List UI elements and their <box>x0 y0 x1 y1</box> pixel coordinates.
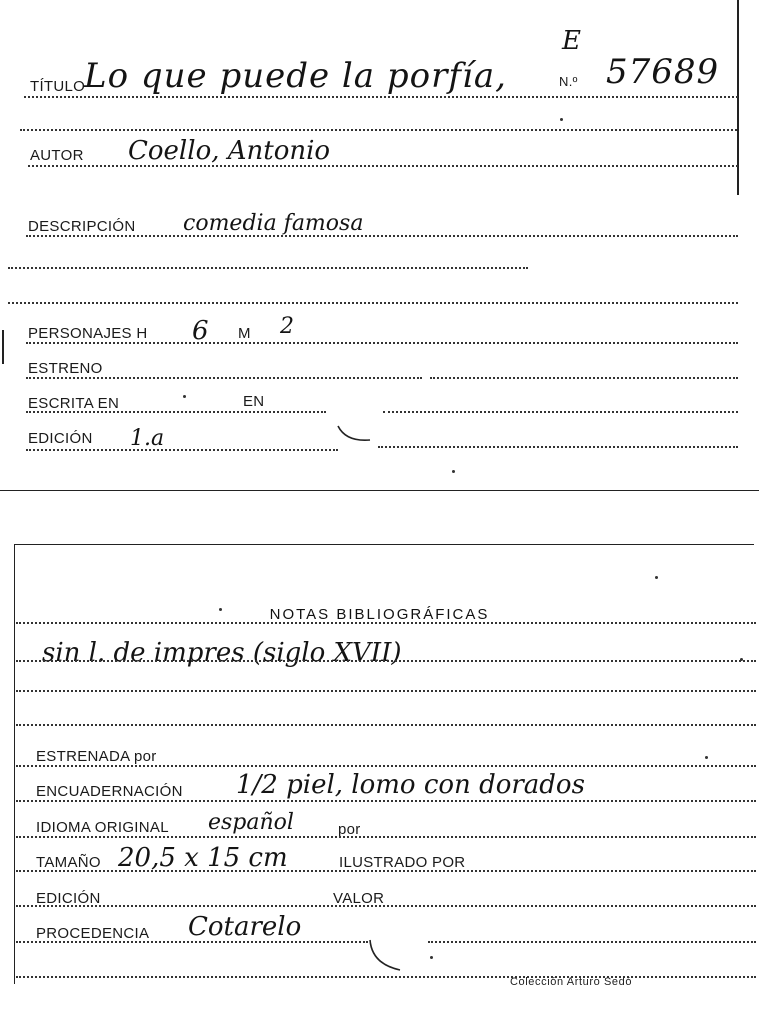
edicion-value: 1.a <box>130 426 165 451</box>
catalog-card-front <box>0 0 759 492</box>
card-left-mark <box>2 330 4 364</box>
edicion-label: EDICIÓN <box>28 430 93 447</box>
titulo-line-2 <box>20 129 737 131</box>
numero-label: N.º <box>559 74 578 89</box>
notas-line-2 <box>16 660 756 662</box>
card-top-border <box>14 544 754 545</box>
edicion-back-line <box>16 905 756 907</box>
card-separator <box>0 490 759 491</box>
tamano-line <box>16 870 756 872</box>
idioma-value: español <box>208 810 294 835</box>
notas-line-3 <box>16 690 756 692</box>
catalog-letter: E <box>562 26 581 56</box>
tamano-value: 20,5 x 15 cm <box>118 843 288 873</box>
edicion-line <box>26 449 338 451</box>
procedencia-line-right <box>428 941 756 943</box>
autor-value: Coello, Antonio <box>128 136 331 166</box>
ink-speck <box>183 395 186 398</box>
procedencia-line <box>16 941 368 943</box>
personajes-line <box>26 342 738 344</box>
collection-credit: Colección Arturo Sedó <box>510 976 633 988</box>
procedencia-label: PROCEDENCIA <box>36 925 150 942</box>
catalog-card-back <box>0 540 759 1028</box>
blank-line-1 <box>8 302 738 304</box>
personajes-h-value: 6 <box>192 316 209 346</box>
edicion-line-right <box>378 446 738 448</box>
notas-line <box>16 622 756 624</box>
escrita-line <box>26 411 326 413</box>
descripcion-value: comedia famosa <box>183 211 364 236</box>
escrita-en-label: ESCRITA EN <box>28 395 120 412</box>
pen-stroke-mark <box>366 938 406 974</box>
ink-speck <box>560 118 563 121</box>
ink-speck <box>740 658 743 661</box>
estreno-label: ESTRENO <box>28 360 103 377</box>
notas-title: NOTAS BIBLIOGRÁFICAS <box>269 606 490 623</box>
tamano-label: TAMAÑO <box>36 854 101 871</box>
idioma-por-label: por <box>338 821 361 838</box>
descripcion-line <box>26 235 738 237</box>
ink-speck <box>430 956 433 959</box>
numero-value: 57689 <box>606 52 720 92</box>
estreno-line-right <box>430 377 738 379</box>
escrita-line-right <box>383 411 738 413</box>
notas-value: sin l. de impres (siglo XVII) <box>42 638 402 668</box>
pen-stroke-mark <box>336 424 376 446</box>
estrenada-line <box>16 765 756 767</box>
descripcion-label: DESCRIPCIÓN <box>28 218 136 235</box>
estreno-line <box>26 377 422 379</box>
titulo-value: Lo que puede la porfía, <box>84 56 507 96</box>
titulo-label: TÍTULO <box>30 78 86 95</box>
valor-label: VALOR <box>333 890 385 907</box>
procedencia-value: Cotarelo <box>188 912 302 942</box>
en-label: EN <box>243 393 265 410</box>
ink-speck <box>705 756 708 759</box>
idioma-label: IDIOMA ORIGINAL <box>36 819 169 836</box>
personajes-m-value: 2 <box>280 314 294 339</box>
titulo-line <box>24 96 738 98</box>
personajes-label: PERSONAJES H <box>28 325 148 342</box>
ink-speck <box>219 608 222 611</box>
ilustrado-label: ILUSTRADO POR <box>339 854 466 871</box>
idioma-line <box>16 836 756 838</box>
estrenada-label: ESTRENADA por <box>36 748 157 765</box>
ink-speck <box>655 576 658 579</box>
edicion-back-label: EDICIÓN <box>36 890 101 907</box>
notas-line-4 <box>16 724 756 726</box>
encuadernacion-label: ENCUADERNACIÓN <box>36 783 183 800</box>
encuadernacion-value: 1/2 piel, lomo con dorados <box>236 770 585 800</box>
autor-line <box>28 165 738 167</box>
bottom-line <box>16 976 756 978</box>
personajes-m-label: M <box>238 325 251 342</box>
ink-speck <box>452 470 455 473</box>
descripcion-line-2 <box>8 267 528 269</box>
autor-label: AUTOR <box>30 147 84 164</box>
encuadernacion-line <box>16 800 756 802</box>
